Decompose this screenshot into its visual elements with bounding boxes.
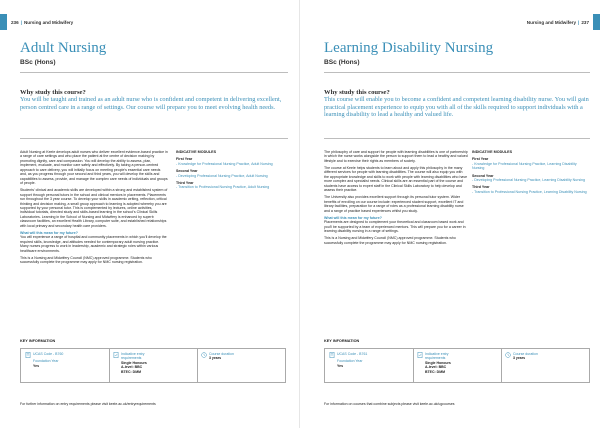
- why-text: This course will enable you to become a confident and competent learning disability nurse. You will gain practical placement experience to equip you with all of the skills required to support individuals with a learning disability to lead a healthy and valued life.: [324, 96, 589, 119]
- entry-label: Indicative entry requirements: [425, 352, 449, 361]
- module-item: - Transition to Professional Nursing Practice, Learning Disability Nursing: [472, 189, 587, 194]
- course-subtitle: BSc (Hons): [324, 59, 360, 66]
- footer-note: For information on courses that combine subjects please visit keele.ac.uk/ugcourses: [324, 402, 455, 406]
- section-tab: [0, 14, 7, 30]
- future-text: Placements are designed to complement your theoretical and classroom based work and you'll be supported by a team of experienced mentors. This will prepare you for a career in learning disability nursing in a range of settings.: [324, 220, 466, 234]
- ucas-code: UCAS Code - B760: [33, 352, 64, 356]
- body-text: [324, 150, 468, 248]
- box-divider: [413, 349, 414, 383]
- body-paragraph: Students' clinical and academic skills are developed within a strong and established system of support through personal tutors in the school and clinical mentors in placements. Placements run throughout the 3 year course. To develop your skills in academic writing, reflection, critical thinking and decision making, a small group approach to learning is adopted whereby you are supported by your personal tutor. This is complemented by lectures, online activities, individual tutorials, directed study and skills-based learning in the school's Clinical Skills Laboratories. Learning in the School of Nursing and Midwifery is enhanced by superb classroom facilities, an excellent Health Library, computer suite, and established relationships with local primary and secondary health care providers.: [20, 188, 168, 228]
- footer-note: For further information on entry requirements please visit keele.ac.uk/entryrequirements: [20, 402, 156, 406]
- why-heading: Why study this course?: [20, 89, 86, 96]
- divider: [324, 72, 590, 73]
- checklist-icon: [417, 352, 423, 358]
- future-heading: What will this mean for my future?: [324, 215, 382, 220]
- course-title: Learning Disability Nursing: [324, 40, 494, 56]
- page-number: 236: [11, 20, 19, 25]
- year-label: Third Year: [472, 185, 490, 190]
- why-text: You will be taught and trained as an adult nurse who is confident and competent in delivering excellent, person centred care in a range of settings. Our course will prepare you to meet evolving health needs.: [20, 96, 282, 111]
- foundation-label: Foundation Year: [337, 359, 363, 364]
- body-paragraph: The course at Keele helps students to learn about and apply this philosophy in the many different services for people with learning disabilities. The course will also equip you with the appropriate knowledge and skills to work with people with learning disabilities who have more complex and specialist needs. Clinical skills are an essential part of the course and students have access to expert staff in the Clinical Skills Laboratory to help develop and assess their practice.: [324, 165, 468, 193]
- running-head-label: Nursing and Midwifery: [23, 20, 74, 25]
- checklist-icon: [113, 352, 119, 358]
- year-label: First Year: [176, 157, 193, 162]
- entry-value: Single Honours: [425, 360, 451, 365]
- course-subtitle: BSc (Hons): [20, 59, 56, 66]
- entry-value: A-level: BBC: [425, 365, 447, 370]
- body-paragraph: The University also provides excellent support through its personal tutor system. Wider benefits of enrolling on our course include: experienced student support, excellent IT and library facilities, preparation for a range of roles as a professional learning disability nurse and a range of practice based experiences whilst you study.: [324, 195, 464, 213]
- running-head: 236 | Nursing and Midwifery: [11, 20, 74, 25]
- why-heading: Why study this course?: [324, 89, 390, 96]
- body-paragraph: Adult Nursing at Keele develops adult nurses who deliver excellent evidence-based practice in a range of care settings and who place the patient at the centre of decision making by promoting dignity, care and compassion. You will develop the ability to assess, plan, implement, evaluate, and monitor care safely and effectively. By taking a person-centred approach to care delivery, you will initially focus on meeting people's essential care needs and, as you progress through your second and third years, you will develop the skills and capabilities to assess, provide, and manage the complex care needs of individuals and groups of people.: [20, 150, 168, 186]
- duration-label: Course duration: [513, 352, 538, 356]
- key-info-box: [20, 348, 286, 383]
- indicative-modules: [472, 150, 590, 194]
- module-item: - Knowledge for Professional Nursing Practice, Learning Disability Nursing: [472, 161, 577, 171]
- year-label: Third Year: [176, 181, 194, 186]
- ucas-code: UCAS Code - B761: [337, 352, 368, 356]
- divider: [324, 138, 590, 139]
- course-title: Adult Nursing: [20, 40, 107, 56]
- running-head-label: Nursing and Midwifery: [526, 20, 577, 25]
- module-item: - Developing Professional Nursing Practice, Adult Nursing: [176, 173, 268, 178]
- duration-value: 3 years: [513, 356, 526, 361]
- foundation-value: Yes: [33, 363, 40, 368]
- module-item: - Knowledge for Professional Nursing Practice, Adult Nursing: [176, 161, 273, 166]
- foundation-value: Yes: [337, 363, 344, 368]
- year-label: Second Year: [176, 169, 198, 174]
- running-head: Nursing and Midwifery | 237: [526, 20, 589, 25]
- entry-value: BTEC: DMM: [121, 369, 142, 374]
- foundation-label: Foundation Year: [33, 359, 59, 364]
- page-number: 237: [581, 20, 589, 25]
- duration-value: 3 years: [209, 356, 222, 361]
- future-text: You will experience a range of hospital and community placements in which you'll develop the required skills, knowledge, and attitudes needed for contemporary adult nursing practice. Many nurses progress to work in leadership, academic and strategic roles within various healthcare environments.: [20, 235, 167, 253]
- accreditation-text: This is a Nursing and Midwifery Council (NMC) approved programme. Students who successfully complete the programme may apply for NMC nursing registration.: [20, 255, 152, 265]
- year-label: First Year: [472, 157, 489, 162]
- key-info-heading: KEY INFORMATION: [20, 339, 56, 343]
- box-divider: [197, 349, 198, 383]
- duration-label: Course duration: [209, 352, 234, 356]
- section-tab: [593, 14, 600, 30]
- entry-value: BTEC: DMM: [425, 369, 446, 374]
- module-item: - Transition to Professional Nursing Practice, Adult Nursing: [176, 185, 270, 190]
- entry-value: Single Honours: [121, 360, 147, 365]
- box-divider: [109, 349, 110, 383]
- key-info-heading: KEY INFORMATION: [324, 339, 360, 343]
- entry-value: A-level: BBC: [121, 365, 143, 370]
- key-info-box: [324, 348, 590, 383]
- year-label: Second Year: [472, 173, 494, 178]
- indicative-modules: [176, 150, 286, 190]
- divider: [20, 138, 288, 139]
- accreditation-text: This is a Nursing and Midwifery Council (NMC) approved programme. Students who successfully complete the programme may apply for NMC nursing registration.: [324, 236, 456, 245]
- divider: [20, 72, 288, 73]
- document-icon: [329, 352, 335, 358]
- body-text: [20, 150, 168, 267]
- module-item: - Developing Professional Nursing Practice, Learning Disability Nursing: [472, 178, 586, 183]
- entry-label: Indicative entry requirements: [121, 352, 145, 361]
- modules-heading: INDICATIVE MODULES: [176, 150, 217, 154]
- clock-icon: [505, 352, 511, 358]
- right-page: [300, 0, 600, 428]
- box-divider: [501, 349, 502, 383]
- future-heading: What will this mean for my future?: [20, 230, 78, 235]
- document-icon: [25, 352, 31, 358]
- modules-heading: INDICATIVE MODULES: [472, 150, 513, 154]
- clock-icon: [201, 352, 207, 358]
- body-paragraph: The philosophy of care and support for people with learning disabilities is one of partnership in which the nurse works alongside the person to support them to lead a healthy and valued lifestyle and to exercise their rights as members of society.: [324, 150, 468, 163]
